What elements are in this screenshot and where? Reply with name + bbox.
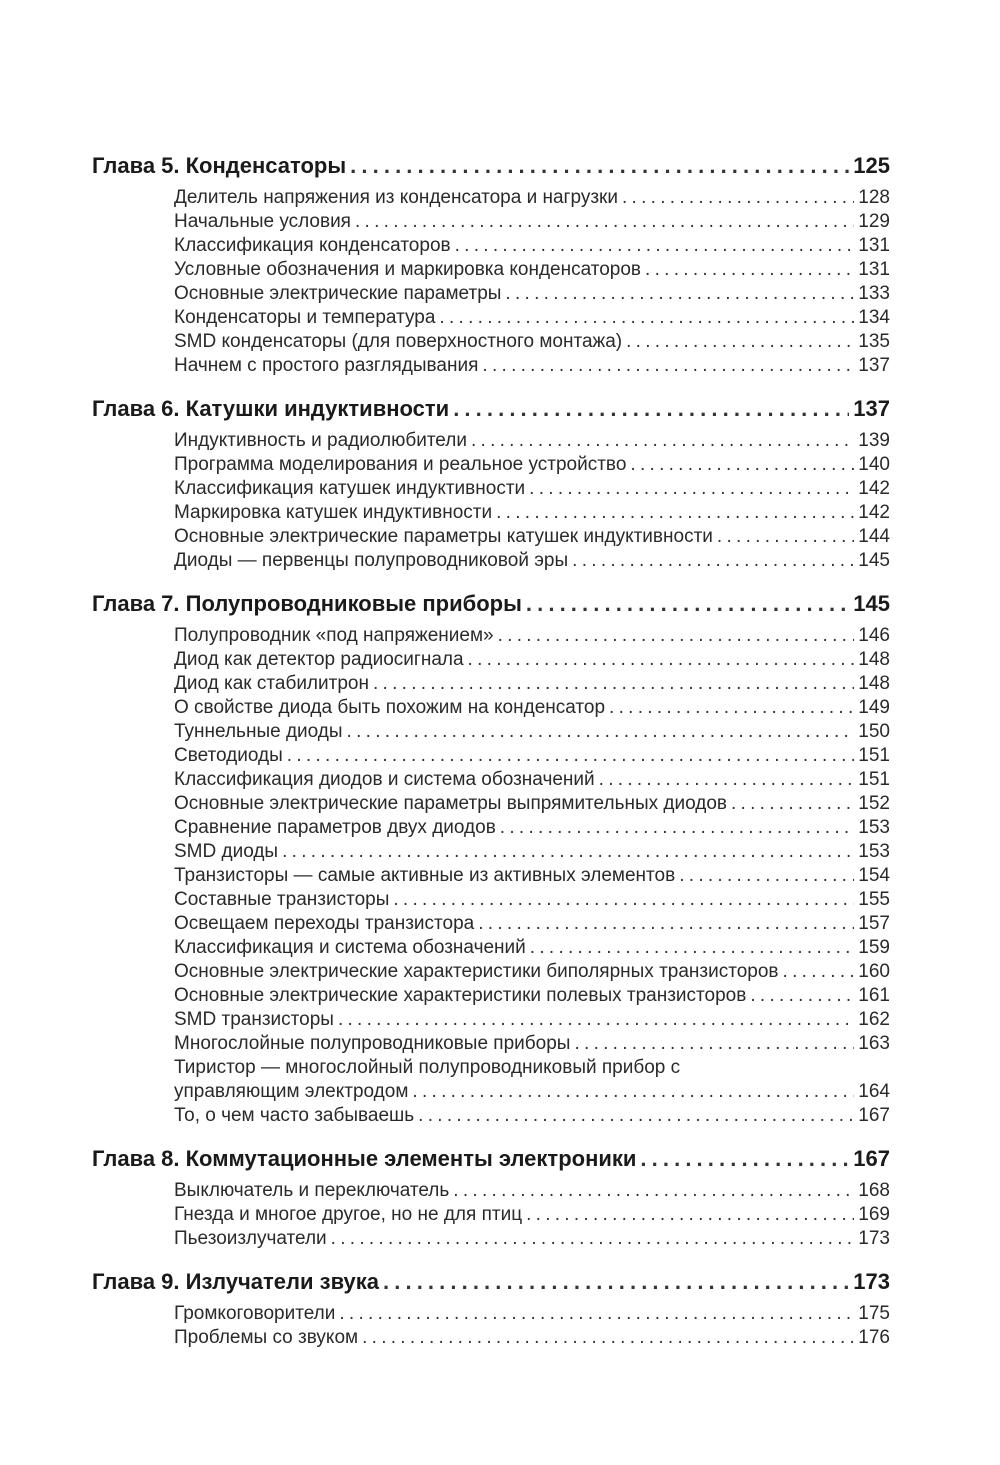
entry-title: Проблемы со звуком <box>174 1327 359 1348</box>
entry-title-continued: управляющим электродом <box>174 1081 409 1102</box>
leader-dots <box>630 453 854 477</box>
leader-dots <box>622 186 854 210</box>
entry-page-number: 173 <box>858 1228 890 1249</box>
chapter-heading[interactable] <box>92 394 890 424</box>
leader-dots <box>453 1179 854 1203</box>
leader-dots <box>572 549 854 573</box>
toc-entry[interactable] <box>174 936 890 960</box>
toc-entry[interactable] <box>174 258 890 282</box>
chapter-page-number: 145 <box>853 591 890 616</box>
entry-page-number: 137 <box>858 355 890 376</box>
toc-entry[interactable] <box>174 330 890 354</box>
entry-page-number: 144 <box>858 526 890 547</box>
chapter-section <box>92 1267 890 1350</box>
entry-page-number: 129 <box>858 211 890 232</box>
entry-page-number: 159 <box>858 937 890 958</box>
chapter-heading[interactable] <box>92 589 890 619</box>
entry-title: Полупроводник «под напряжением» <box>174 625 494 646</box>
toc-entry[interactable] <box>174 792 890 816</box>
entry-title: Основные электрические характеристики полевых транзисторов <box>174 985 747 1006</box>
entry-page-number: 175 <box>858 1303 890 1324</box>
toc-entry[interactable] <box>174 744 890 768</box>
table-of-contents <box>92 151 890 1366</box>
entry-page-number: 131 <box>858 235 890 256</box>
leader-dots <box>783 960 855 984</box>
chapter-title: Глава 8. Коммутационные элементы электроники <box>92 1146 637 1171</box>
toc-entry[interactable] <box>174 672 890 696</box>
entry-title: Начнем с простого разглядывания <box>174 355 479 376</box>
chapter-title: Глава 5. Конденсаторы <box>92 153 347 178</box>
entry-title: Гнезда и многое другое, но не для птиц <box>174 1204 523 1225</box>
leader-dots <box>498 624 855 648</box>
toc-entry[interactable] <box>174 549 890 573</box>
entry-page-number: 169 <box>858 1204 890 1225</box>
leader-dots <box>496 501 854 525</box>
entry-title: Маркировка катушек индуктивности <box>174 502 493 523</box>
toc-entry[interactable] <box>174 1008 890 1032</box>
entry-page-number: 151 <box>858 745 890 766</box>
entry-page-number: 160 <box>858 961 890 982</box>
leader-dots <box>478 912 854 936</box>
entry-title: Составные транзисторы <box>174 889 390 910</box>
leader-dots <box>418 1104 854 1128</box>
entry-second-line <box>174 1080 890 1104</box>
toc-entry[interactable] <box>174 186 890 210</box>
toc-entry[interactable] <box>174 768 890 792</box>
entry-page-number: 131 <box>858 259 890 280</box>
entry-title: Тиристор — многослойный полупроводниковый прибор с <box>174 1057 681 1078</box>
entry-page-number: 167 <box>858 1105 890 1126</box>
leader-dots <box>750 984 854 1008</box>
leader-dots <box>338 1008 854 1032</box>
entry-title: Сравнение параметров двух диодов <box>174 817 496 838</box>
toc-entry[interactable] <box>174 696 890 720</box>
entry-page-number: 154 <box>858 865 890 886</box>
chapter-page-number: 167 <box>853 1146 890 1171</box>
chapter-section <box>92 151 890 378</box>
entry-page-number: 176 <box>858 1327 890 1348</box>
leader-dots <box>529 477 854 501</box>
toc-entry[interactable] <box>174 960 890 984</box>
entry-page-number: 153 <box>858 841 890 862</box>
toc-entry[interactable] <box>174 210 890 234</box>
entry-title: Индуктивность и радиолюбители <box>174 430 467 451</box>
leader-dots <box>500 816 855 840</box>
toc-entry[interactable] <box>174 354 890 378</box>
entry-page-number: 140 <box>858 454 890 475</box>
entry-title: Громкоговорители <box>174 1303 336 1324</box>
entry-title: Диод как стабилитрон <box>174 673 369 694</box>
toc-entry[interactable] <box>174 1032 890 1056</box>
leader-dots <box>412 1080 854 1104</box>
leader-dots <box>339 1302 854 1326</box>
toc-entry[interactable] <box>174 501 890 525</box>
entry-page-number: 145 <box>858 550 890 571</box>
entry-title: Классификация и система обозначений <box>174 937 526 958</box>
toc-entry[interactable] <box>174 840 890 864</box>
entry-title: Транзисторы — самые активные из активных элементов <box>174 865 676 886</box>
entry-page-number: 150 <box>858 721 890 742</box>
chapter-title: Глава 7. Полупроводниковые приборы <box>92 591 522 616</box>
entry-title: Условные обозначения и маркировка конденсаторов <box>174 259 642 280</box>
leader-dots <box>355 210 854 234</box>
leader-dots <box>468 648 855 672</box>
toc-entry[interactable] <box>174 888 890 912</box>
entry-page-number: 152 <box>858 793 890 814</box>
chapter-title: Глава 9. Излучатели звука <box>92 1269 380 1294</box>
leader-dots <box>626 330 854 354</box>
chapter-page-number: 125 <box>853 153 890 178</box>
entry-title: Многослойные полупроводниковые приборы <box>174 1033 571 1054</box>
leader-dots <box>679 864 854 888</box>
leader-dots <box>439 306 854 330</box>
entry-title: Выключатель и переключатель <box>174 1180 450 1201</box>
leader-dots <box>731 792 854 816</box>
entry-page-number: 142 <box>858 502 890 523</box>
chapter-section <box>92 1144 890 1251</box>
toc-entry[interactable] <box>174 720 890 744</box>
leader-dots <box>640 1144 849 1174</box>
entry-page-number: 151 <box>858 769 890 790</box>
toc-entry[interactable] <box>174 1179 890 1203</box>
entry-title: Пьезоизлучатели <box>174 1228 327 1249</box>
chapter-title: Глава 6. Катушки индуктивности <box>92 396 450 421</box>
toc-entry[interactable] <box>174 648 890 672</box>
chapter-section <box>92 589 890 1128</box>
entry-title: Классификация катушек индуктивности <box>174 478 526 499</box>
toc-entry[interactable] <box>174 1104 890 1128</box>
entry-page-number: 161 <box>858 985 890 1006</box>
entry-title: SMD диоды <box>174 841 279 862</box>
leader-dots <box>471 429 854 453</box>
entry-page-number: 148 <box>858 673 890 694</box>
toc-entry[interactable] <box>174 234 890 258</box>
chapter-page-number: 137 <box>853 396 890 421</box>
leader-dots <box>526 589 849 619</box>
entry-title: Диоды — первенцы полупроводниковой эры <box>174 550 569 571</box>
toc-entry[interactable] <box>174 525 890 549</box>
entry-title: Конденсаторы и температура <box>174 307 436 328</box>
entry-page-number: 133 <box>858 283 890 304</box>
leader-dots <box>373 672 854 696</box>
entry-title: Основные электрические параметры катушек индуктивности <box>174 526 713 547</box>
chapter-page-number: 173 <box>853 1269 890 1294</box>
leader-dots <box>482 354 854 378</box>
toc-entry[interactable] <box>174 1302 890 1326</box>
toc-entry[interactable] <box>174 1326 890 1350</box>
leader-dots <box>393 888 854 912</box>
entry-page-number: 163 <box>858 1033 890 1054</box>
entry-page-number: 134 <box>858 307 890 328</box>
leader-dots <box>717 525 854 549</box>
entry-page-number: 142 <box>858 478 890 499</box>
entry-page-number: 162 <box>858 1009 890 1030</box>
entry-title: Классификация диодов и система обозначений <box>174 769 595 790</box>
leader-dots <box>362 1326 854 1350</box>
entry-page-number: 153 <box>858 817 890 838</box>
entry-title: Светодиоды <box>174 745 283 766</box>
toc-entry[interactable] <box>174 984 890 1008</box>
entry-title: Освещаем переходы транзистора <box>174 913 475 934</box>
leader-dots <box>574 1032 854 1056</box>
entry-title: Основные электрические характеристики биполярных транзисторов <box>174 961 779 982</box>
toc-entry[interactable] <box>174 1056 890 1104</box>
toc-entry[interactable] <box>174 429 890 453</box>
entry-title: Классификация конденсаторов <box>174 235 451 256</box>
leader-dots <box>331 1227 855 1251</box>
entry-title: О свойстве диода быть похожим на конденсатор <box>174 697 606 718</box>
entry-page-number: 164 <box>858 1081 890 1102</box>
entry-title: Программа моделирования и реальное устройство <box>174 454 627 475</box>
leader-dots <box>609 696 854 720</box>
entry-title: Основные электрические параметры <box>174 283 502 304</box>
toc-entry[interactable] <box>174 1227 890 1251</box>
entry-page-number: 146 <box>858 625 890 646</box>
entry-title: SMD конденсаторы (для поверхностного монтажа) <box>174 331 623 352</box>
leader-dots <box>453 394 849 424</box>
toc-entry[interactable] <box>174 624 890 648</box>
entry-page-number: 168 <box>858 1180 890 1201</box>
entry-page-number: 149 <box>858 697 890 718</box>
entry-title: Основные электрические параметры выпрямительных диодов <box>174 793 727 814</box>
entry-title: Делитель напряжения из конденсатора и нагрузки <box>174 187 618 208</box>
entry-title: Начальные условия <box>174 211 351 232</box>
toc-entry[interactable] <box>174 453 890 477</box>
entry-title: Туннельные диоды <box>174 721 343 742</box>
toc-entry[interactable] <box>174 912 890 936</box>
toc-entry[interactable] <box>174 477 890 501</box>
entry-page-number: 128 <box>858 187 890 208</box>
toc-entry[interactable] <box>174 306 890 330</box>
chapter-heading[interactable] <box>92 1267 890 1297</box>
leader-dots <box>455 234 855 258</box>
leader-dots <box>505 282 854 306</box>
leader-dots <box>383 1267 849 1297</box>
entry-page-number: 157 <box>858 913 890 934</box>
chapter-heading[interactable] <box>92 151 890 181</box>
entry-page-number: 155 <box>858 889 890 910</box>
toc-entry[interactable] <box>174 1203 890 1227</box>
leader-dots <box>347 720 855 744</box>
entry-title: То, о чем часто забываешь <box>174 1105 415 1126</box>
entry-title: Диод как детектор радиосигнала <box>174 649 464 670</box>
leader-dots <box>287 744 855 768</box>
entry-page-number: 135 <box>858 331 890 352</box>
leader-dots <box>599 768 855 792</box>
entry-title: SMD транзисторы <box>174 1009 334 1030</box>
toc-entry[interactable] <box>174 864 890 888</box>
leader-dots <box>530 936 855 960</box>
chapter-heading[interactable] <box>92 1144 890 1174</box>
toc-entry[interactable] <box>174 816 890 840</box>
leader-dots <box>645 258 854 282</box>
leader-dots <box>350 151 849 181</box>
entry-page-number: 148 <box>858 649 890 670</box>
toc-entry[interactable] <box>174 282 890 306</box>
leader-dots <box>526 1203 854 1227</box>
leader-dots <box>282 840 854 864</box>
chapter-section <box>92 394 890 573</box>
entry-page-number: 139 <box>858 430 890 451</box>
